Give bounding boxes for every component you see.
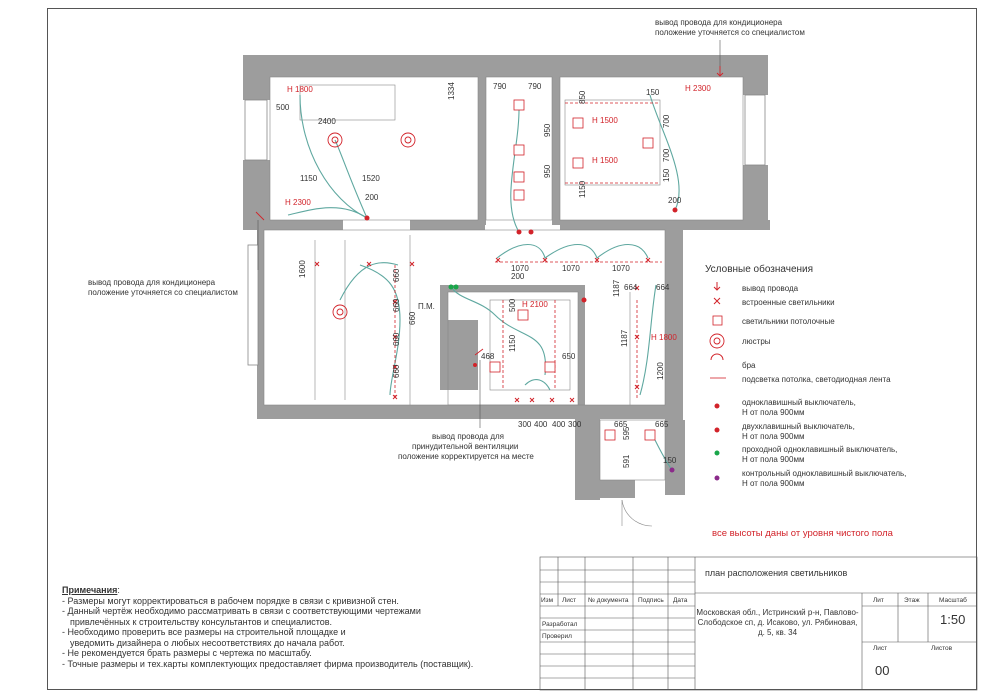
recessed-lights — [315, 258, 650, 402]
wall-right-lower — [743, 165, 768, 227]
dimension: 400 — [534, 420, 548, 429]
wall-entry-bottom — [575, 480, 635, 498]
stamp-col-date: Дата — [673, 597, 688, 604]
drawing-title: план расположения светильников — [705, 568, 848, 578]
wall-bath-right — [578, 285, 585, 410]
wall-corridor-top2 — [410, 220, 485, 230]
dimension: 665 — [614, 420, 628, 429]
dimension: 1150 — [578, 180, 587, 198]
wall-bottom — [257, 405, 577, 419]
wall-bath-left — [440, 290, 448, 390]
wall-top-right — [480, 55, 768, 77]
stamp-col-izm: Изм — [541, 597, 554, 604]
legend-item-label: одноклавишный выключатель, Н от пола 900мм — [742, 398, 856, 417]
note-line: - Точные размеры и тех.карты комплектующих предоставляет фирма производитель (поставщик). — [62, 658, 474, 669]
left-note-line1: вывод провода для кондиционера — [88, 278, 216, 287]
height-label: H 2300 — [685, 84, 711, 93]
dimension: 500 — [508, 298, 517, 312]
stamp-sheets: Листов — [931, 645, 953, 652]
dimension: 591 — [622, 454, 631, 468]
dimension: 400 — [552, 420, 566, 429]
dimension: 500 — [276, 103, 290, 112]
dimension: 200 — [365, 193, 379, 202]
dimension: 1600 — [298, 260, 307, 278]
top-note-line2: положение уточняется со специалистом — [655, 28, 805, 37]
legend-item-label: двухклавишный выключатель, Н от пола 900мм — [742, 422, 855, 441]
wall-bath-mid — [448, 320, 478, 390]
wall-top-left — [243, 55, 480, 77]
dimension: 700 — [662, 114, 671, 128]
dimension: 150 — [646, 88, 660, 97]
dimension: 468 — [481, 352, 495, 361]
note-line: - Данный чертёж необходимо рассматривать в связи с соответствующими чертежами — [62, 606, 421, 616]
dimension: 200 — [668, 196, 682, 205]
sheet-number: 00 — [875, 663, 890, 678]
dimension: 850 — [578, 90, 587, 104]
legend-item-label: люстры — [742, 337, 771, 346]
wall-left-window — [243, 160, 270, 220]
legend-item — [700, 469, 960, 493]
dimension: 1150 — [508, 334, 517, 352]
dimension: 660 — [408, 311, 417, 325]
legend-item — [700, 445, 960, 469]
notes-block: Примечания: - Размеры могут корректироваться в рабочем порядке в связи с кривизной стен. - Данный чертёж необходимо рассматривать в связи с соответствующими чертежами привлечённых к строительству консультантов и специалистов. - Необходимо проверить все размеры на строительной площадке и уведомить дизайнера о любых несоответствиях до начала работ. - Не рекомендуется брать размеры с чертежа по масштабу. - Точные размеры и тех.карты комплектующих предоставляет фирма производитель (поставщик). — [62, 585, 474, 669]
dimension: 1070 — [612, 264, 630, 273]
legend-title: Условные обозначения — [705, 264, 814, 275]
height-label: H 1500 — [592, 156, 618, 165]
legend-item — [700, 375, 960, 399]
pm-label: П.М. — [418, 302, 435, 311]
dimension: 650 — [562, 352, 576, 361]
doors — [622, 500, 652, 526]
vent-note-line2: принудительной вентиляции — [412, 442, 519, 451]
dimension: 2400 — [318, 117, 336, 126]
stamp-scale: 1:50 — [940, 612, 966, 627]
dimension: 300 — [568, 420, 582, 429]
dimension: 660 — [392, 364, 401, 378]
stamp-stage: Этаж — [904, 597, 920, 604]
heights-note: все высоты даны от уровня чистого пола — [712, 528, 893, 539]
stamp-col-sign: Подпись — [638, 597, 664, 604]
dimension: 660 — [392, 268, 401, 282]
vent-note-line3: положение корректируется на месте — [398, 452, 534, 461]
dimension: 1187 — [612, 279, 621, 297]
dimension: 660 — [392, 298, 401, 312]
dimension: 300 — [518, 420, 532, 429]
dimension: 150 — [663, 456, 677, 465]
note-line: привлечённых к строительству консультантов и специалистов. — [70, 616, 333, 627]
wall-bath-top — [440, 285, 580, 292]
dimension: 150 — [662, 168, 671, 182]
wall-mid-upper — [478, 75, 486, 225]
dimension: 665 — [655, 420, 669, 429]
dimension: 664 — [656, 283, 670, 292]
note-line: - Необходимо проверить все размеры на строительной площадке и — [62, 627, 346, 637]
wall-mid-upper2 — [552, 75, 560, 225]
stamp-scale-label: Масштаб — [939, 597, 967, 604]
stamp-col-doc: № документа — [588, 597, 629, 604]
height-label: H 2100 — [522, 300, 548, 309]
note-line: уведомить дизайнера о любых несоответствиях до начала работ. — [70, 637, 345, 648]
project-address: Московская обл., Истринский р-н, Павлово-Слободское сп, д. Исаково, ул. Рябиновая, д. 5, кв. 34 — [696, 608, 859, 637]
dimension: 595 — [622, 426, 631, 440]
wall-right-upper — [743, 55, 768, 95]
dimension: 660 — [392, 332, 401, 346]
legend-item — [700, 337, 960, 361]
dimension: 1150 — [300, 174, 318, 183]
dimension: 950 — [543, 164, 552, 178]
legend-item-label: бра — [742, 361, 756, 370]
dimension: 200 — [511, 272, 525, 281]
dimension: 1070 — [511, 264, 529, 273]
legend-item-label: подсветка потолка, светодиодная лента — [742, 375, 891, 384]
legend-item — [700, 422, 960, 446]
wall-left-upper — [243, 55, 270, 100]
legend-item-label: встроенные светильники — [742, 298, 835, 307]
legend-item-label: контрольный одноклавишный выключатель, Н от пола 900мм — [742, 469, 907, 488]
dimension: 1187 — [620, 329, 629, 347]
note-line: - Не рекомендуется брать размеры с чертежа по масштабу. — [62, 648, 312, 658]
dimension: 1520 — [362, 174, 380, 183]
stamp-checked: Проверил — [542, 633, 572, 640]
note-line: - Размеры могут корректироваться в рабочем порядке в связи с кривизной стен. — [62, 595, 399, 606]
stamp-developed: Разработал — [542, 621, 578, 628]
legend-item-label: вывод провода — [742, 284, 799, 293]
dimension: 950 — [543, 123, 552, 137]
stamp-col-list: Лист — [562, 597, 577, 604]
dimension: 790 — [493, 82, 507, 91]
dimension: 1070 — [562, 264, 580, 273]
legend-item — [700, 398, 960, 422]
legend-item-label: светильники потолочные — [742, 317, 835, 326]
dimension: 700 — [662, 148, 671, 162]
dimension: 664 — [624, 283, 638, 292]
legend-item-label: проходной одноклавишный выключатель, Н от пола 900мм — [742, 445, 898, 464]
height-label: H 1500 — [592, 116, 618, 125]
vent-note-line1: вывод провода для — [432, 432, 504, 441]
left-note-line2: положение уточняется со специалистом — [88, 288, 238, 297]
height-label: H 2300 — [285, 198, 311, 207]
height-label: H 1800 — [287, 85, 313, 94]
notes-title: Примечания — [62, 585, 118, 595]
dimension: 1200 — [656, 362, 665, 380]
height-label: H 1800 — [651, 333, 677, 342]
dimension: 1334 — [447, 82, 456, 100]
stamp-lit: Лит — [873, 597, 884, 604]
top-note-line1: вывод провода для кондиционера — [655, 18, 783, 27]
stamp-sheet: Лист — [873, 645, 888, 652]
led-strips — [395, 103, 662, 400]
dimension: 790 — [528, 82, 542, 91]
